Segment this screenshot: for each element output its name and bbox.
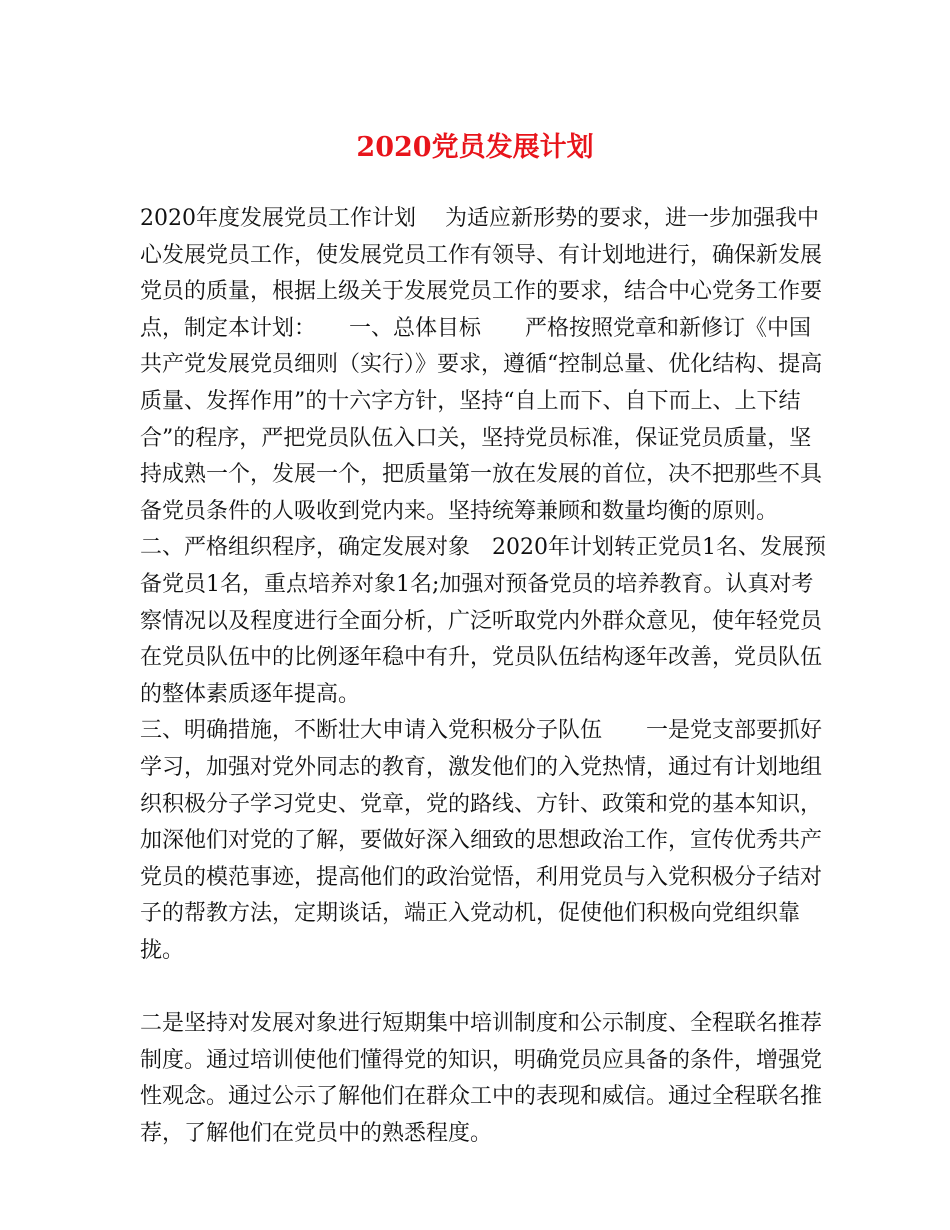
paragraph-overview: 2020年度发展党员工作计划 为适应新形势的要求，进一步加强我中心发展党员工作，使发展党员工作有领导、有计划地进行，确保新发展党员的质量，根据上级关于发展党员工作的要求，结合中心党务工作要点，制定本计划： 一、总体目标 严格按照党章和新修订《中国共产党发展党员细则（实行）》要求，遵循“控制总量、优化结构、提高质量、发挥作用”的十六字方针，坚持“自上而下、自下而上、上下结合”的程序，严把党员队伍入口关，坚持党员标准，保证党员质量，坚持成熟一个，发展一个，把质量第一放在发展的首位，决不把那些不具备党员条件的人吸收到党内来。坚持统筹兼顾和数量均衡的原则。 [140, 206, 823, 524]
paragraph-measures: 三、明确措施，不断壮大申请入党积极分子队伍 一是党支部要抓好学习，加强对党外同志的教育，激发他们的入党热情，通过有计划地组织积极分子学习党史、党章，党的路线、方针、政策和党的基本知识，加深他们对党的了解，要做好深入细致的思想政治工作，宣传优秀共产党员的模范事迹，提高他们的政治觉悟，利用党员与入党积极分子结对子的帮教方法，定期谈话，端正入党动机，促使他们积极向党组织靠拢。 [140, 718, 823, 963]
document-body [140, 201, 830, 1152]
document-title: 2020党员发展计划 [356, 132, 594, 163]
paragraph-training: 二是坚持对发展对象进行短期集中培训制度和公示制度、全程联名推荐制度。通过培训使他们懂得党的知识，明确党员应具备的条件，增强党性观念。通过公示了解他们在群众工中的表现和威信。通过全程联名推荐，了解他们在党员中的熟悉程度。 [140, 1011, 823, 1146]
paragraph-procedure: 二、严格组织程序，确定发展对象 2020年计划转正党员1名、发展预备党员1名，重点培养对象1名;加强对预备党员的培养教育。认真对考察情况以及程度进行全面分析，广泛听取党内外群众意见，使年轻党员在党员队伍中的比例逐年稳中有升，党员队伍结构逐年改善，党员队伍的整体素质逐年提高。 [140, 535, 826, 707]
